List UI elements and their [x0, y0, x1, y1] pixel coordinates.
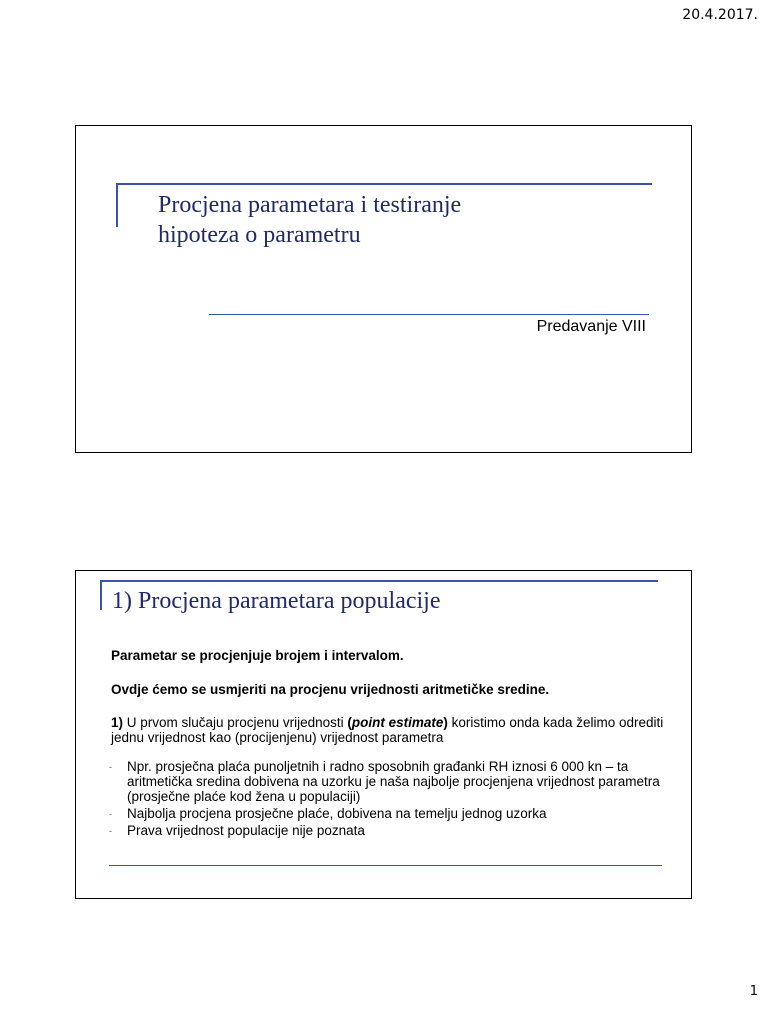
slide-left-rule	[116, 183, 118, 227]
paragraph-1: Parametar se procjenjuje brojem i intervalom.	[111, 648, 404, 663]
slide-left-rule	[100, 580, 102, 610]
list-item: - Npr. prosječna plaća punoljetnih i radno sposobnih građanki RH iznosi 6 000 kn – ta aritmetička sredina dobivena na uzorku je naša najbolje procjenjena vrijednost parametra (prosječne plaće kod žena u populaciji)	[111, 759, 671, 804]
paragraph-2: Ovdje ćemo se usmjeriti na procjenu vrijednosti aritmetičke sredine.	[111, 682, 550, 697]
point-estimate-term: point estimate	[351, 715, 444, 730]
slide-bottom-rule	[109, 865, 662, 866]
slide-title-text	[158, 190, 638, 250]
subtitle-rule	[209, 314, 649, 315]
bullet-list	[111, 759, 671, 838]
title-line-2: hipoteza o parametru	[158, 222, 361, 248]
title-line-1: Procjena parametara i testiranje	[158, 192, 462, 218]
slide-title	[75, 125, 692, 453]
page-date: 20.4.2017.	[682, 7, 758, 23]
list-item: - Prava vrijednost populacije nije poznata	[111, 823, 671, 838]
slide-content	[75, 570, 692, 899]
paren-close: )	[443, 715, 448, 730]
slide-top-rule	[100, 580, 658, 582]
slide-top-rule	[116, 183, 652, 185]
paragraph-3-number: 1)	[111, 715, 124, 730]
slide-subtitle: Predavanje VIII	[536, 318, 646, 335]
paragraph-3-text-b: koristimo onda kada želimo odrediti jednu vrijednost kao (procijenjenu) vrijednost parametra	[111, 715, 664, 745]
slide-heading: 1) Procjena parametara populacije	[112, 588, 441, 614]
paragraph-3	[111, 715, 671, 745]
paren-open: (	[347, 715, 352, 730]
slide-body	[111, 648, 671, 840]
paragraph-3-text-a: U prvom slučaju procjenu vrijednosti	[123, 715, 348, 730]
list-item: - Najbolja procjena prosječne plaće, dobivena na temelju jednog uzorka	[111, 806, 671, 821]
page-number: 1	[749, 984, 758, 999]
